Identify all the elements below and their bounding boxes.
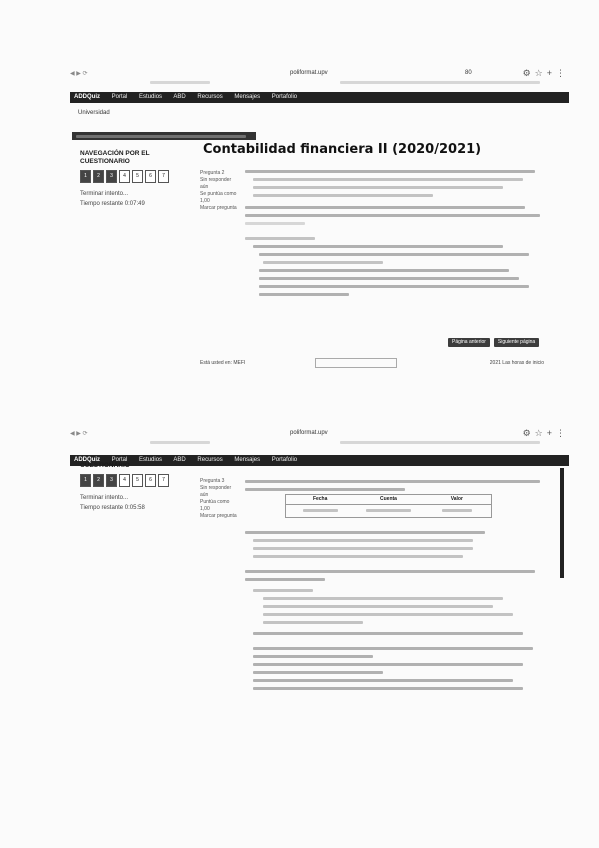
quiz-nav-title: CUESTIONARIO — [80, 462, 130, 469]
question-box-6[interactable]: 6 — [145, 474, 156, 487]
url-bar[interactable]: poliformat.upv — [290, 70, 328, 76]
table-cell — [423, 505, 491, 516]
nav-item-portal[interactable]: Portal — [111, 457, 128, 463]
flag-question[interactable]: Marcar pregunta — [200, 513, 237, 519]
nav-item-abd[interactable]: ABD — [173, 94, 186, 100]
quiz-nav-title: NAVEGACIÓN POR EL CUESTIONARIO — [80, 150, 150, 165]
nav-item-portal[interactable]: Portal — [111, 94, 128, 100]
question-number: Pregunta 3 — [200, 478, 225, 484]
browser-actions-icon[interactable]: ⚙☆+⋮ — [522, 68, 569, 78]
question-info-panel — [200, 170, 240, 212]
question-box-6[interactable]: 6 — [145, 170, 156, 183]
question-grid — [80, 474, 190, 487]
table-header-valor: Valor — [450, 496, 463, 502]
question-status: Sin responder aún — [200, 485, 232, 498]
nav-logo[interactable]: ADDQuiz — [74, 94, 100, 100]
url-bar[interactable]: poliformat.upv — [290, 430, 328, 436]
nav-item-estudios[interactable]: Estudios — [139, 457, 163, 463]
question-box-2[interactable]: 2 — [93, 474, 104, 487]
university-name: Universidad — [78, 110, 110, 116]
browser-toolbar: ◀ ▶ ⟳ poliformat.upv ⚙☆+⋮ — [70, 428, 569, 450]
question-box-2[interactable]: 2 — [93, 170, 104, 183]
footer-search[interactable] — [315, 358, 397, 368]
browser-toolbar: ◀ ▶ ⟳ poliformat.upv 80 ⚙☆+⋮ — [70, 68, 569, 90]
next-page-button[interactable]: Siguiente página — [494, 338, 539, 347]
question-score: 1,00 — [200, 198, 210, 204]
footer-right: 2021 Las horas de inicio — [489, 360, 544, 366]
question-number: Pregunta 2 — [200, 170, 225, 176]
question-score: 1,00 — [200, 506, 210, 512]
nav-logo[interactable]: ADDQuiz — [74, 457, 100, 463]
nav-item-recursos[interactable]: Recursos — [197, 457, 223, 463]
nav-item-abd[interactable]: ABD — [173, 457, 186, 463]
question-text — [245, 168, 545, 301]
question-nav-buttons — [448, 338, 539, 347]
nav-item-portafolio[interactable]: Portafolio — [271, 94, 298, 100]
nav-item-mensajes[interactable]: Mensajes — [234, 457, 261, 463]
question-box-4[interactable]: 4 — [119, 474, 130, 487]
data-table — [285, 494, 492, 518]
quiz-navigation — [80, 462, 190, 513]
finish-attempt-link[interactable]: Terminar intento... — [80, 191, 129, 197]
table-header-cuenta: Cuenta — [380, 496, 397, 502]
finish-attempt-link[interactable]: Terminar intento... — [80, 495, 129, 501]
site-nav-bar — [70, 92, 569, 103]
scrollbar[interactable] — [560, 468, 564, 578]
breadcrumb[interactable] — [72, 132, 256, 140]
table-cell — [286, 505, 354, 516]
time-remaining: Tiempo restante 0:07:49 — [80, 201, 145, 207]
question-box-7[interactable]: 7 — [158, 474, 169, 487]
previous-page-button[interactable]: Página anterior — [448, 338, 490, 347]
question-box-4[interactable]: 4 — [119, 170, 130, 183]
screenshot-2 — [0, 422, 599, 848]
question-info-panel — [200, 478, 240, 520]
question-box-3[interactable]: 3 — [106, 170, 117, 183]
university-logo — [78, 110, 110, 117]
course-title: Contabilidad financiera II (2020/2021) — [203, 142, 482, 157]
nav-item-portafolio[interactable]: Portafolio — [271, 457, 298, 463]
question-box-1[interactable]: 1 — [80, 474, 91, 487]
question-box-3[interactable]: 3 — [106, 474, 117, 487]
question-box-5[interactable]: 5 — [132, 474, 143, 487]
question-score-label: Puntúa como — [200, 499, 230, 505]
flag-question[interactable]: Marcar pregunta — [200, 205, 237, 211]
question-status: Sin responder aún — [200, 177, 232, 190]
nav-item-recursos[interactable]: Recursos — [197, 94, 223, 100]
table-cell — [354, 505, 422, 516]
question-grid — [80, 170, 190, 183]
quiz-navigation — [80, 150, 190, 209]
nav-item-estudios[interactable]: Estudios — [139, 94, 163, 100]
screenshot-1 — [0, 0, 599, 420]
question-box-5[interactable]: 5 — [132, 170, 143, 183]
tab-count: 80 — [465, 70, 472, 76]
nav-item-mensajes[interactable]: Mensajes — [234, 94, 261, 100]
table-row — [286, 505, 491, 516]
table-header-fecha: Fecha — [312, 496, 328, 502]
question-score-label: Se puntúa como — [200, 191, 237, 197]
time-remaining: Tiempo restante 0:05:58 — [80, 505, 145, 511]
question-box-1[interactable]: 1 — [80, 170, 91, 183]
question-box-7[interactable]: 7 — [158, 170, 169, 183]
footer-left: Está usted en: MEFI — [200, 360, 246, 366]
browser-actions-icon[interactable]: ⚙☆+⋮ — [522, 428, 569, 438]
